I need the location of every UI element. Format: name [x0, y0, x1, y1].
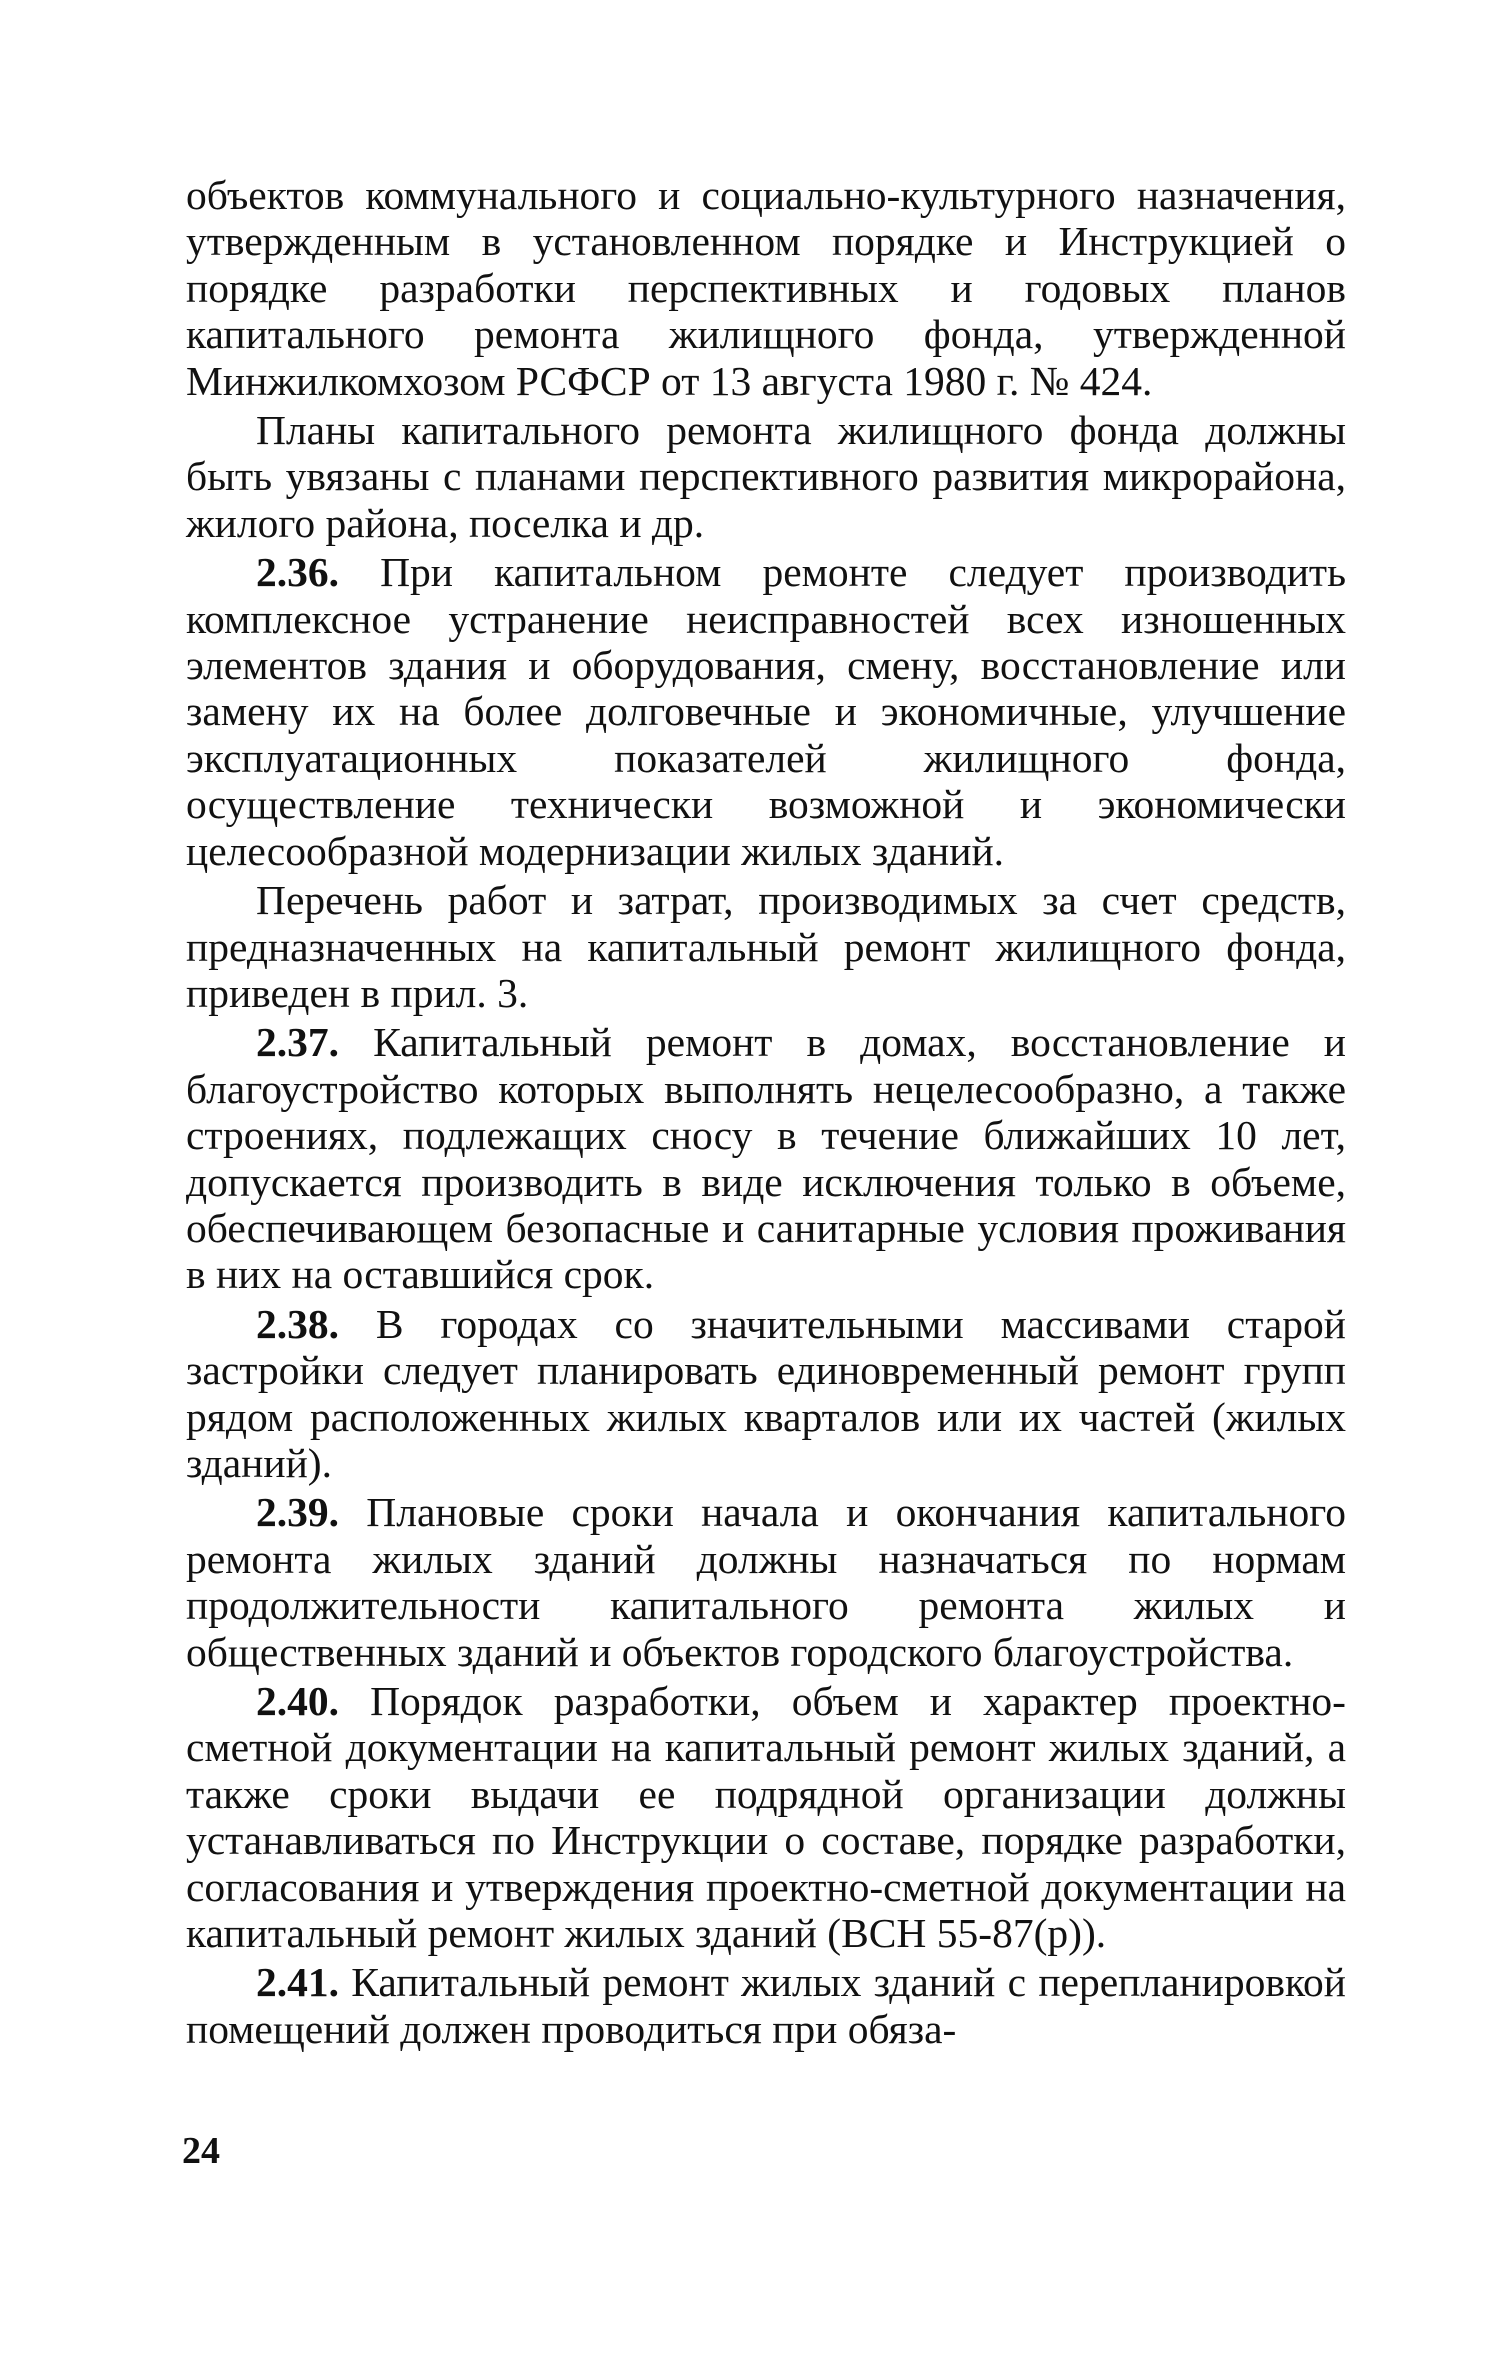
- clause-number: 2.36.: [256, 549, 339, 596]
- page-number: 24: [182, 2130, 220, 2172]
- paragraph: Перечень работ и затрат, производимых за счет средств, предназначенных на капитальный ремонт жилищного фонда, приведен в прил. 3.: [186, 877, 1346, 1016]
- paragraph-2-40: 2.40. Порядок разработки, объем и характер проектно-сметной документации на капитальный ремонт жилых зданий, а также сроки выдачи ее подрядной организации должны устанавливаться по Инструкции о составе, порядке разработки, согласования и утверждения проектно-сметной документации на капитальный ремонт жилых зданий (ВСН 55-87(р)).: [186, 1678, 1347, 1957]
- paragraph-2-39: 2.39. Плановые сроки начала и окончания капитального ремонта жилых зданий должны назначаться по нормам продолжительности капитального ремонта жилых и общественных зданий и объектов городского благоустройства.: [186, 1489, 1347, 1675]
- paragraph: Планы капитального ремонта жилищного фонда должны быть увязаны с планами перспективного развития микрорайона, жилого района, поселка и др.: [186, 407, 1346, 546]
- paragraph-2-38: 2.38. В городах со значительными массивами старой застройки следует планировать единовременный ремонт групп рядом расположенных жилых кварталов или их частей (жилых зданий).: [186, 1300, 1346, 1486]
- clause-number: 2.41.: [256, 1959, 339, 2006]
- paragraph-2-37: 2.37. Капитальный ремонт в домах, восстановление и благоустройство которых выполнять нецелесообразно, а также строениях, подлежащих сносу в течение ближайших 10 лет, допускается производить в виде исключения только в объеме, обеспечивающем безопасные и санитарные условия проживания в них на оставшийся срок.: [186, 1019, 1347, 1298]
- body-text: [186, 172, 1346, 2052]
- clause-number: 2.38.: [256, 1300, 339, 1347]
- clause-number: 2.39.: [256, 1489, 339, 1536]
- paragraph-2-36: 2.36. При капитальном ремонте следует производить комплексное устранение неисправностей всех изношенных элементов здания и оборудования, смену, восстановление или замену их на более долговечные и экономичные, улучшение эксплуатационных показателей жилищного фонда, осуществление технически возможной и экономически целесообразной модернизации жилых зданий.: [186, 549, 1346, 874]
- paragraph-continued: объектов коммунального и социально-культурного назначения, утвержденным в установленном порядке и Инструкцией о порядке разработки перспективных и годовых планов капитального ремонта жилищного фонда, утвержденной Минжилкомхозом РСФСР от 13 августа 1980 г. № 424.: [186, 172, 1346, 404]
- clause-number: 2.40.: [256, 1678, 339, 1724]
- clause-number: 2.37.: [256, 1019, 339, 1066]
- paragraph-2-41: 2.41. Капитальный ремонт жилых зданий с перепланировкой помещений должен проводиться при обяза-: [186, 1959, 1346, 2052]
